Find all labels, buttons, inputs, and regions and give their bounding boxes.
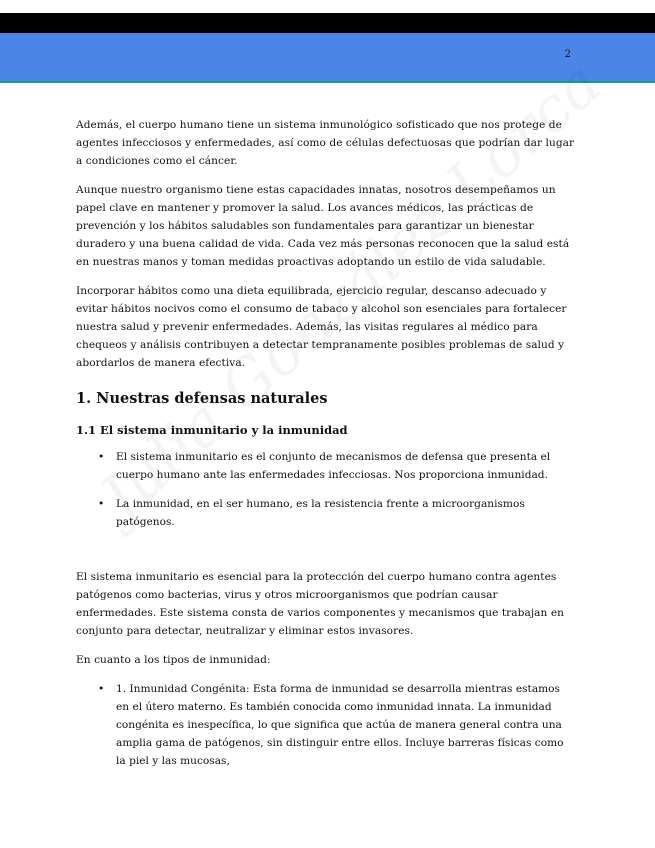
subsection-heading: 1.1 El sistema inmunitario y la inmunidad [76, 423, 348, 437]
bullet-icon: • [98, 498, 105, 510]
paragraph-immune-intro: Además, el cuerpo humano tiene un sistema inmunológico sofisticado que nos protege de agentes infecciosos y enfermedades, así como de células defectuosas que podrían dar lugar a condiciones como el cáncer. [76, 119, 575, 167]
spacer [76, 542, 576, 568]
paragraph-immunity-types: En cuanto a los tipos de inmunidad: [76, 654, 271, 666]
list-item [76, 495, 576, 531]
section-heading: 1. Nuestras defensas naturales [76, 390, 328, 407]
paragraph-immune-system: El sistema inmunitario es esencial para la protección del cuerpo humano contra agentes patógenos como bacterias, virus y otros microorganismos que podrían causar enfermedades. Este sistema consta de varios componentes y mecanismos que trabajan en conjunto para detectar, neutralizar y eliminar estos invasores. [76, 571, 565, 637]
definition-list [76, 448, 576, 531]
list-item [76, 680, 576, 770]
immunity-types-list [76, 680, 576, 770]
list-item-text: 1. Inmunidad Congénita: Esta forma de inmunidad se desarrolla mientras estamos en el útero materno. Es también conocida como inmunidad innata. La inmunidad congénita es inespecífica, lo que significa que actúa de manera general contra una amplia gama de patógenos, sin distinguir entre ellos. Incluye barreras físicas como la piel y las mucosas, [116, 683, 564, 767]
list-item-text: La inmunidad, en el ser humano, es la resistencia frente a microorganismos patógenos. [116, 498, 525, 528]
page-number: 2 [564, 49, 571, 60]
bullet-icon: • [98, 683, 105, 695]
bullet-icon: • [98, 451, 105, 463]
page-header [0, 33, 655, 83]
top-black-bar [0, 13, 655, 33]
paragraph-healthy-habits: Incorporar hábitos como una dieta equilibrada, ejercicio regular, descanso adecuado y evitar hábitos nocivos como el consumo de tabaco y alcohol son esenciales para fortalecer nuestra salud y prevenir enfermedades. Además, las visitas regulares al médico para chequeos y análisis contribuyen a detectar tempranamente posibles problemas de salud y abordarlos de manera efectiva. [76, 285, 567, 369]
paragraph-innate-capacities: Aunque nuestro organismo tiene estas capacidades innatas, nosotros desempeñamos un papel clave en mantener y promover la salud. Los avances médicos, las prácticas de prevención y los hábitos saludables son fundamentales para garantizar un bienestar duradero y una buena calidad de vida. Cada vez más personas reconocen que la salud está en nuestras manos y toman medidas proactivas adoptando un estilo de vida saludable. [76, 184, 570, 268]
document-body [76, 116, 576, 781]
list-item-text: El sistema inmunitario es el conjunto de mecanismos de defensa que presenta el cuerpo humano ante las enfermedades infecciosas. Nos proporciona inmunidad. [116, 451, 551, 481]
list-item [76, 448, 576, 484]
